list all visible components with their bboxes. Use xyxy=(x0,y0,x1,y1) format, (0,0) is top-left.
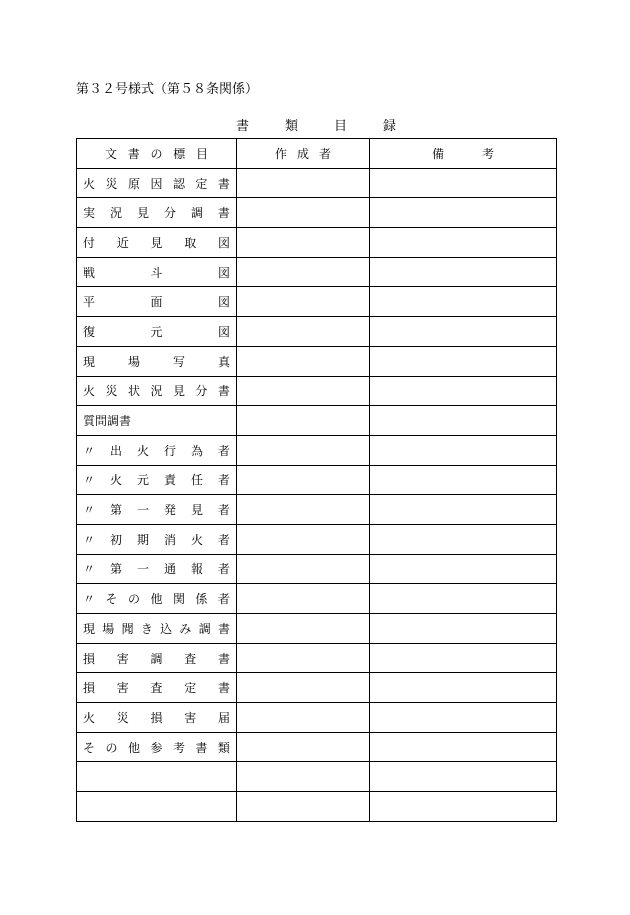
document-title-label-char: 任 xyxy=(190,473,203,488)
document-title-label xyxy=(77,762,236,791)
document-title-label-char: 図 xyxy=(217,235,230,250)
document-title-label-char: 為 xyxy=(190,443,203,458)
header-char: 目 xyxy=(195,146,208,161)
document-title-label-char: 査 xyxy=(150,681,163,696)
document-title-cell xyxy=(77,584,237,614)
remarks-cell xyxy=(370,792,557,822)
table-row xyxy=(77,554,557,584)
author-cell xyxy=(237,524,370,554)
document-title-label xyxy=(77,347,236,376)
remarks-cell xyxy=(370,257,557,287)
document-title-label-char: 他 xyxy=(150,592,163,607)
header-char: 備 xyxy=(432,146,445,161)
table-row xyxy=(77,376,557,406)
document-title-label-char: 行 xyxy=(163,443,176,458)
document-title-label-char: 近 xyxy=(116,235,129,250)
document-title-label-char: 害 xyxy=(116,651,129,666)
table-row xyxy=(77,198,557,228)
document-title-label-char: 者 xyxy=(217,503,230,518)
remarks-cell xyxy=(370,406,557,436)
author-cell xyxy=(237,257,370,287)
header-char: 者 xyxy=(318,146,331,161)
table-row xyxy=(77,346,557,376)
document-title-label-char: 火 xyxy=(190,532,203,547)
remarks-cell xyxy=(370,346,557,376)
document-title-label-char: 戦 xyxy=(83,265,96,280)
document-title-label xyxy=(77,555,236,584)
document-title-label-char: 届 xyxy=(217,710,230,725)
document-title-label-char: 出 xyxy=(109,443,122,458)
document-title-label xyxy=(77,673,236,702)
document-title-label-char: 火 xyxy=(83,384,96,399)
document-title-label-char: 〃 xyxy=(83,532,96,547)
document-title-label-char: 書 xyxy=(217,681,230,696)
document-title-label-char: 書 xyxy=(217,384,230,399)
author-cell xyxy=(237,643,370,673)
document-title-label-char: 図 xyxy=(217,265,230,280)
remarks-cell xyxy=(370,643,557,673)
header-char: 成 xyxy=(296,146,309,161)
remarks-cell xyxy=(370,524,557,554)
form-number: 第３２号様式（第５８条関係） xyxy=(76,82,259,97)
remarks-cell xyxy=(370,465,557,495)
header-char: 標 xyxy=(173,146,186,161)
table-row xyxy=(77,168,557,198)
document-title-label-char: 〃 xyxy=(83,473,96,488)
document-title-label-char: 書 xyxy=(217,176,230,191)
document-title-label-char: 原 xyxy=(127,176,140,191)
document-title-label-char: 見 xyxy=(172,384,185,399)
document-title-label-char: 損 xyxy=(150,710,163,725)
document-title-label-char: 況 xyxy=(109,206,122,221)
table-row xyxy=(77,317,557,347)
document-title-label xyxy=(77,287,236,316)
document-title-label-char: 第 xyxy=(109,562,122,577)
document-title-label-char: 査 xyxy=(184,651,197,666)
document-title-label-char: の xyxy=(105,740,118,755)
document-title-label-char: 真 xyxy=(217,354,230,369)
document-title-label xyxy=(77,495,236,524)
document-title-label-char: 責 xyxy=(163,473,176,488)
author-cell xyxy=(237,198,370,228)
document-title-cell xyxy=(77,524,237,554)
document-title-label-char: 〃 xyxy=(83,443,96,458)
document-title-label-char: 初 xyxy=(109,532,122,547)
document-title-label-char: 書 xyxy=(217,206,230,221)
remarks-cell xyxy=(370,168,557,198)
document-title-label xyxy=(77,258,236,287)
document-title-label-char: み xyxy=(179,621,192,636)
author-cell xyxy=(237,435,370,465)
header-cell-1 xyxy=(237,139,369,168)
table-row xyxy=(77,228,557,258)
table-row xyxy=(77,287,557,317)
header-remarks xyxy=(370,139,557,169)
table-row xyxy=(77,762,557,792)
author-cell xyxy=(237,406,370,436)
document-title-label-char: 火 xyxy=(83,710,96,725)
document-title-label-char: 調 xyxy=(190,206,203,221)
document-title-label-char: 定 xyxy=(195,176,208,191)
document-title-label-char: き xyxy=(140,621,153,636)
document-title-cell xyxy=(77,703,237,733)
table-row xyxy=(77,792,557,822)
document-title-label xyxy=(77,614,236,643)
document-list-table xyxy=(76,138,557,822)
document-title-label xyxy=(77,644,236,673)
document-title-label-char: 因 xyxy=(150,176,163,191)
document-title-label-char: 取 xyxy=(184,235,197,250)
author-cell xyxy=(237,792,370,822)
author-cell xyxy=(237,376,370,406)
table-row xyxy=(77,703,557,733)
remarks-cell xyxy=(370,584,557,614)
document-title-cell xyxy=(77,732,237,762)
document-title-label-char: 場 xyxy=(102,621,115,636)
document-title-cell xyxy=(77,554,237,584)
document-title-label xyxy=(77,733,236,762)
header-char: 考 xyxy=(481,146,494,161)
document-title-cell xyxy=(77,317,237,347)
document-title-label-char: 関 xyxy=(172,592,185,607)
document-title-label-char: 現 xyxy=(83,354,96,369)
document-title-cell xyxy=(77,673,237,703)
document-title-cell xyxy=(77,762,237,792)
document-title-label-char: 〃 xyxy=(83,592,96,607)
author-cell xyxy=(237,554,370,584)
document-title-cell xyxy=(77,614,237,644)
document-title-label-char: 分 xyxy=(195,384,208,399)
table-row xyxy=(77,495,557,525)
table-row xyxy=(77,257,557,287)
document-title-label-char: 参 xyxy=(150,740,163,755)
document-title-label-char: 者 xyxy=(217,473,230,488)
document-title-cell xyxy=(77,287,237,317)
document-title-label xyxy=(77,466,236,495)
remarks-cell xyxy=(370,732,557,762)
document-title-label-char: 発 xyxy=(163,503,176,518)
document-title-cell xyxy=(77,792,237,822)
author-cell xyxy=(237,228,370,258)
document-title-label-char: 認 xyxy=(172,176,185,191)
table-row xyxy=(77,465,557,495)
document-title xyxy=(236,119,396,135)
header-char: 文 xyxy=(105,146,118,161)
document-title-label-char: 者 xyxy=(217,532,230,547)
document-title-label-char: 面 xyxy=(150,295,163,310)
remarks-cell xyxy=(370,495,557,525)
document-title-label-char: 図 xyxy=(217,295,230,310)
document-title-label-char: の xyxy=(127,592,140,607)
header-char: 書 xyxy=(127,146,140,161)
document-title-cell xyxy=(77,228,237,258)
remarks-cell xyxy=(370,435,557,465)
document-title-char: 目 xyxy=(333,119,347,134)
document-title-label-char: 者 xyxy=(217,592,230,607)
table-row xyxy=(77,435,557,465)
table-row xyxy=(77,584,557,614)
document-title-label-char: 場 xyxy=(127,354,140,369)
header-cell-2 xyxy=(370,139,556,168)
document-title-label-char: 写 xyxy=(172,354,185,369)
document-title-label xyxy=(77,317,236,346)
document-title-label xyxy=(77,377,236,406)
author-cell xyxy=(237,614,370,644)
document-title-label xyxy=(77,436,236,465)
document-title-label-char: 見 xyxy=(150,235,163,250)
document-title-cell xyxy=(77,495,237,525)
table-row xyxy=(77,643,557,673)
document-title-label-char: 報 xyxy=(190,562,203,577)
remarks-cell xyxy=(370,228,557,258)
document-title-label-char: 一 xyxy=(136,562,149,577)
document-title-cell xyxy=(77,168,237,198)
author-cell xyxy=(237,584,370,614)
document-title-char: 書 xyxy=(236,119,250,134)
remarks-cell xyxy=(370,703,557,733)
document-title-label-char: 付 xyxy=(83,235,96,250)
document-title-label-char: 平 xyxy=(83,295,96,310)
document-title-label-char: 火 xyxy=(136,443,149,458)
author-cell xyxy=(237,703,370,733)
document-title-label-char: 期 xyxy=(136,532,149,547)
document-title-label-char: 消 xyxy=(163,532,176,547)
document-title-label-char: 者 xyxy=(217,562,230,577)
document-title-cell xyxy=(77,406,237,436)
document-title-label-char: 〃 xyxy=(83,562,96,577)
remarks-cell xyxy=(370,376,557,406)
document-title-label-char: 損 xyxy=(83,651,96,666)
document-title-label-char: 元 xyxy=(150,324,163,339)
table-row xyxy=(77,732,557,762)
document-title-label-char: 復 xyxy=(83,324,96,339)
document-title-label-char: 況 xyxy=(150,384,163,399)
document-title-label-char: 調 xyxy=(150,651,163,666)
author-cell xyxy=(237,673,370,703)
document-title-label xyxy=(77,703,236,732)
document-title-cell xyxy=(77,257,237,287)
table-body xyxy=(77,168,557,821)
document-title-label-char: 係 xyxy=(195,592,208,607)
document-title-label-char: 元 xyxy=(136,473,149,488)
document-title-label-char: そ xyxy=(105,592,118,607)
document-title-char: 類 xyxy=(284,119,298,134)
remarks-cell xyxy=(370,614,557,644)
document-title-label-char: 書 xyxy=(217,621,230,636)
header-char: の xyxy=(150,146,163,161)
table-header-row xyxy=(77,139,557,169)
document-title-label: 質問調書 xyxy=(83,414,132,429)
document-title-label-char: 火 xyxy=(109,473,122,488)
document-title-label-char: 者 xyxy=(217,443,230,458)
document-title-label-char: 類 xyxy=(217,740,230,755)
document-title-label-char: 書 xyxy=(217,651,230,666)
document-title-label-char: 見 xyxy=(136,206,149,221)
document-title-label-char: 分 xyxy=(163,206,176,221)
document-title-label xyxy=(77,584,236,613)
header-cell-0 xyxy=(77,139,236,168)
document-title-label-char: 見 xyxy=(190,503,203,518)
document-title-label xyxy=(77,525,236,554)
remarks-cell xyxy=(370,287,557,317)
remarks-cell xyxy=(370,198,557,228)
table-row xyxy=(77,673,557,703)
document-title-label-char: 災 xyxy=(105,384,118,399)
remarks-cell xyxy=(370,673,557,703)
document-title-label-char: 一 xyxy=(136,503,149,518)
document-title-label-char: 斗 xyxy=(150,265,163,280)
document-title-label-char: 書 xyxy=(195,740,208,755)
document-title-label-char: 込 xyxy=(160,621,173,636)
document-title-label-char: 第 xyxy=(109,503,122,518)
document-title-label-char: 他 xyxy=(127,740,140,755)
document-title-label-char: 状 xyxy=(127,384,140,399)
author-cell xyxy=(237,287,370,317)
document-title-cell xyxy=(77,465,237,495)
remarks-cell xyxy=(370,317,557,347)
document-title-label-char: 害 xyxy=(184,710,197,725)
document-title-cell xyxy=(77,435,237,465)
author-cell xyxy=(237,495,370,525)
table-row xyxy=(77,524,557,554)
author-cell xyxy=(237,465,370,495)
document-title-label-char: 定 xyxy=(184,681,197,696)
document-title-label-char: そ xyxy=(83,740,96,755)
document-title-label-char: 災 xyxy=(105,176,118,191)
document-title-cell xyxy=(77,643,237,673)
author-cell xyxy=(237,346,370,376)
document-title-label-char: 損 xyxy=(83,681,96,696)
document-title-label-char: 現 xyxy=(83,621,96,636)
document-title-label-char: 火 xyxy=(83,176,96,191)
document-title-cell xyxy=(77,346,237,376)
table-row xyxy=(77,406,557,436)
document-title-label-char: 害 xyxy=(116,681,129,696)
document-title-cell xyxy=(77,198,237,228)
document-title-label-char: 図 xyxy=(217,324,230,339)
document-title-char: 録 xyxy=(382,119,396,134)
table-row xyxy=(77,614,557,644)
document-title-cell xyxy=(77,376,237,406)
document-title-label-char: 考 xyxy=(172,740,185,755)
author-cell xyxy=(237,762,370,792)
author-cell xyxy=(237,168,370,198)
header-document-title xyxy=(77,139,237,169)
author-cell xyxy=(237,732,370,762)
header-author xyxy=(237,139,370,169)
document-title-label-char: 通 xyxy=(163,562,176,577)
author-cell xyxy=(237,317,370,347)
document-title-label xyxy=(77,792,236,821)
document-title-label-char: 災 xyxy=(116,710,129,725)
remarks-cell xyxy=(370,554,557,584)
document-title-label xyxy=(77,169,236,198)
document-title-label-char: 〃 xyxy=(83,503,96,518)
remarks-cell xyxy=(370,762,557,792)
document-title-label-char: 聞 xyxy=(121,621,134,636)
document-title-label xyxy=(77,198,236,227)
document-title-label xyxy=(77,228,236,257)
document-title-label-char: 実 xyxy=(83,206,96,221)
document-title-label-char: 調 xyxy=(198,621,211,636)
header-char: 作 xyxy=(275,146,288,161)
